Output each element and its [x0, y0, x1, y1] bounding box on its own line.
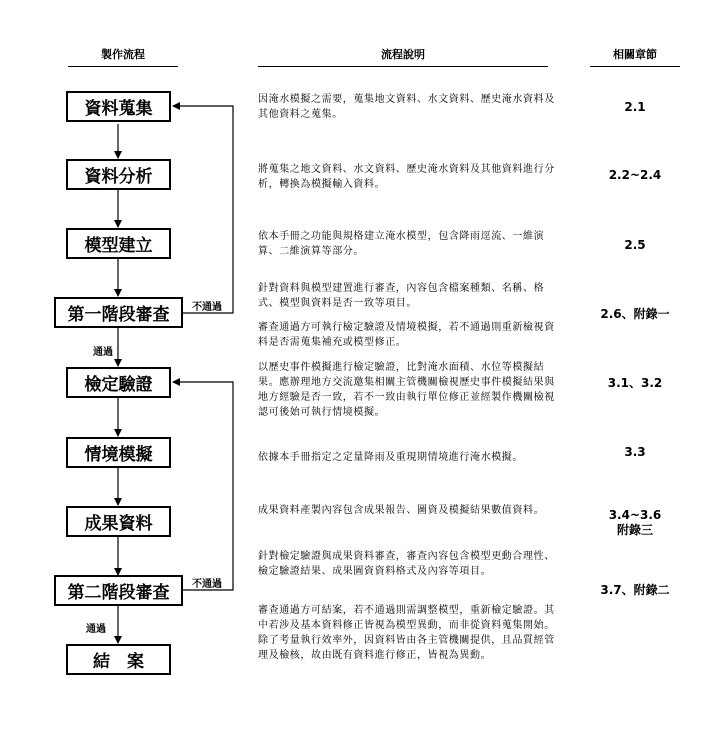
desc-result-data: 成果資料產製內容包含成果報告、圖資及模擬結果數值資料。: [258, 505, 545, 516]
desc-second-review: 針對檢定驗證與成果資料審查，審查內容包含模型更動合理性、檢定驗證結果、成果圖資資料格式及內容等項目。: [258, 551, 555, 577]
desc-first-review-pass: 審查通過方可執行檢定驗證及情境模擬，若不通過則重新檢視資料是否需蒐集補充或模型修正。: [258, 322, 555, 348]
desc-calibration-verification: 以歷史事件模擬進行檢定驗證，比對淹水面積、水位等模擬結果。應辦理地方交流邀集相關主管機關檢視歷史事件模擬結果與地方經驗是否一致，若不一致由執行單位修正並經製作機關檢視認可後始可執行情境模擬。: [258, 362, 555, 418]
step-first-review: 第一階段審查: [54, 297, 183, 328]
header-description: 流程說明: [381, 48, 425, 61]
desc-model-building: 依本手冊之功能與規格建立淹水模型，包含降雨逕流、一維演算、二維演算等部分。: [258, 231, 545, 257]
desc-data-analysis: 將蒐集之地文資料、水文資料、歷史淹水資料及其他資料進行分析，轉換為模擬輸入資料。: [258, 164, 555, 190]
step-data-collection: 資料蒐集: [66, 91, 171, 122]
chapter-result-data: [590, 508, 680, 538]
step-calibration-verification: 檢定驗證: [66, 367, 171, 398]
desc-data-collection: 因淹水模擬之需要，蒐集地文資料、水文資料、歷史淹水資料及其他資料之蒐集。: [258, 94, 555, 120]
feedback-review1-to-collect: [173, 106, 233, 313]
label-pass-2: 通過: [86, 624, 106, 635]
chapter-model-building: [590, 238, 680, 253]
header-chapter: 相關章節: [613, 48, 657, 61]
step-model-building: 模型建立: [66, 228, 171, 259]
desc-scenario-simulation: 依據本手冊指定之定量降雨及重現期情境進行淹水模擬。: [258, 452, 523, 463]
chapter-second-review: [590, 583, 680, 598]
chapter-scenario-simulation: [590, 445, 680, 460]
chapter-line: 3.1、3.2: [607, 376, 663, 390]
chapter-line: 2.2~2.4: [608, 168, 662, 182]
chapter-line: 2.1: [624, 100, 646, 114]
chapter-line: 3.4~3.6: [608, 508, 662, 522]
step-second-review: 第二階段審查: [54, 575, 183, 606]
label-pass-1: 通過: [93, 347, 113, 358]
step-closure: 結 案: [66, 644, 171, 675]
label-fail-2: 不通過: [192, 579, 222, 590]
label-fail-1: 不通過: [192, 302, 222, 313]
chapter-line: 附錄三: [616, 523, 653, 537]
chapter-calibration-verification: [590, 376, 680, 391]
chapter-line: 2.6、附錄一: [600, 307, 670, 321]
step-data-analysis: 資料分析: [66, 159, 171, 190]
chapter-line: 2.5: [624, 238, 646, 252]
header-process: 製作流程: [101, 48, 145, 61]
chapter-line: 3.7、附錄二: [600, 583, 670, 597]
chapter-data-collection: [590, 100, 680, 115]
feedback-review2-to-verify: [173, 382, 233, 590]
step-result-data: 成果資料: [66, 506, 171, 537]
step-scenario-simulation: 情境模擬: [66, 437, 171, 468]
desc-second-review-pass: 審查通過方可結案，若不通過則需調整模型，重新檢定驗證。其中若涉及基本資料修正皆視為模型異動，而非從資料蒐集開始。除了考量執行效率外，因資料皆由各主管機關提供，且品質經管理及檢核，故由既有資料進行修正，皆視為異動。: [258, 605, 555, 661]
chapter-line: 3.3: [624, 445, 646, 459]
desc-first-review: 針對資料與模型建置進行審查，內容包含檔案種類、名稱、格式、模型與資料是否一致等項目。: [258, 283, 545, 309]
chapter-data-analysis: [590, 168, 680, 183]
chapter-first-review: [590, 307, 680, 322]
